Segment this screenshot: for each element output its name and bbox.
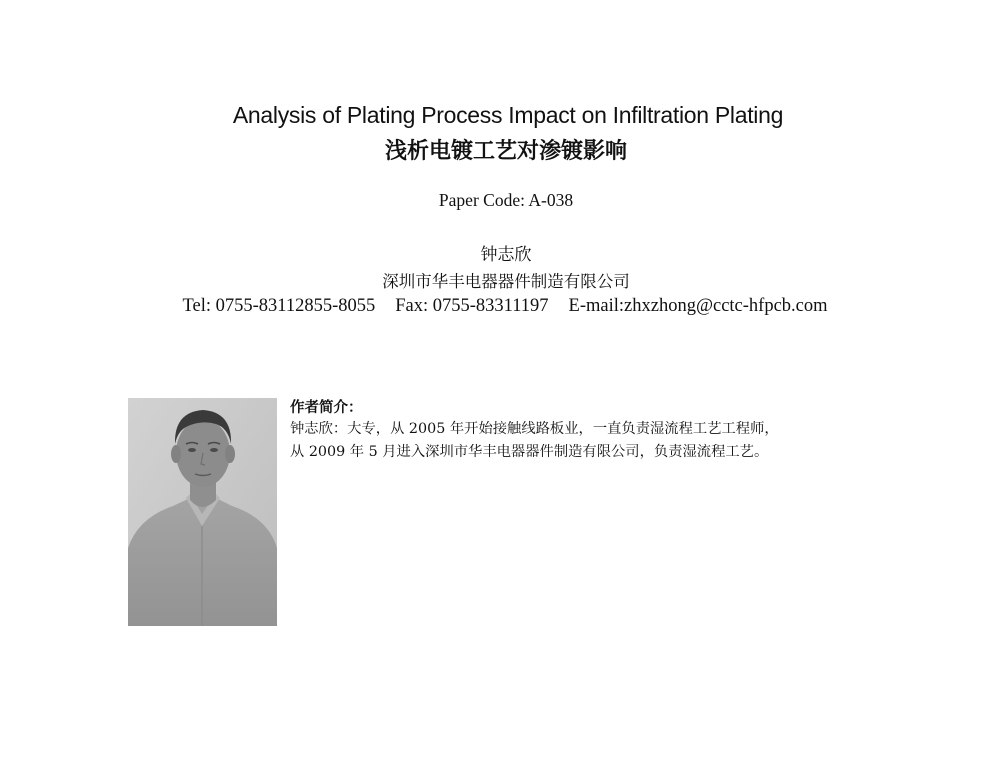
contact-fax: Fax: 0755-83311197 <box>395 296 549 316</box>
contact-info <box>5 296 1000 317</box>
bio-heading: 作者简介： <box>290 400 363 416</box>
author-photo <box>128 398 277 626</box>
bio-line: 钟志欣：大专，从 2005 年开始接触线路板业，一直负责湿流程工艺工程师， <box>290 421 779 437</box>
bio-line: 从 2009 年 5 月进入深圳市华丰电器器件制造有限公司，负责湿流程工艺。 <box>290 444 769 460</box>
contact-tel: Tel: 0755-83112855-8055 <box>182 296 376 316</box>
author-biography <box>290 398 910 464</box>
paper-title-english: Analysis of Plating Process Impact on Infiltration Plating <box>232 102 784 128</box>
contact-email: E-mail:zhxzhong@cctc-hfpcb.com <box>568 296 828 316</box>
paper-code: Paper Code: A-038 <box>438 190 574 210</box>
author-name: 钟志欣 <box>480 245 532 265</box>
paper-title-chinese: 浅析电镀工艺对渗镀影响 <box>384 139 627 164</box>
author-affiliation: 深圳市华丰电器器件制造有限公司 <box>382 272 630 291</box>
